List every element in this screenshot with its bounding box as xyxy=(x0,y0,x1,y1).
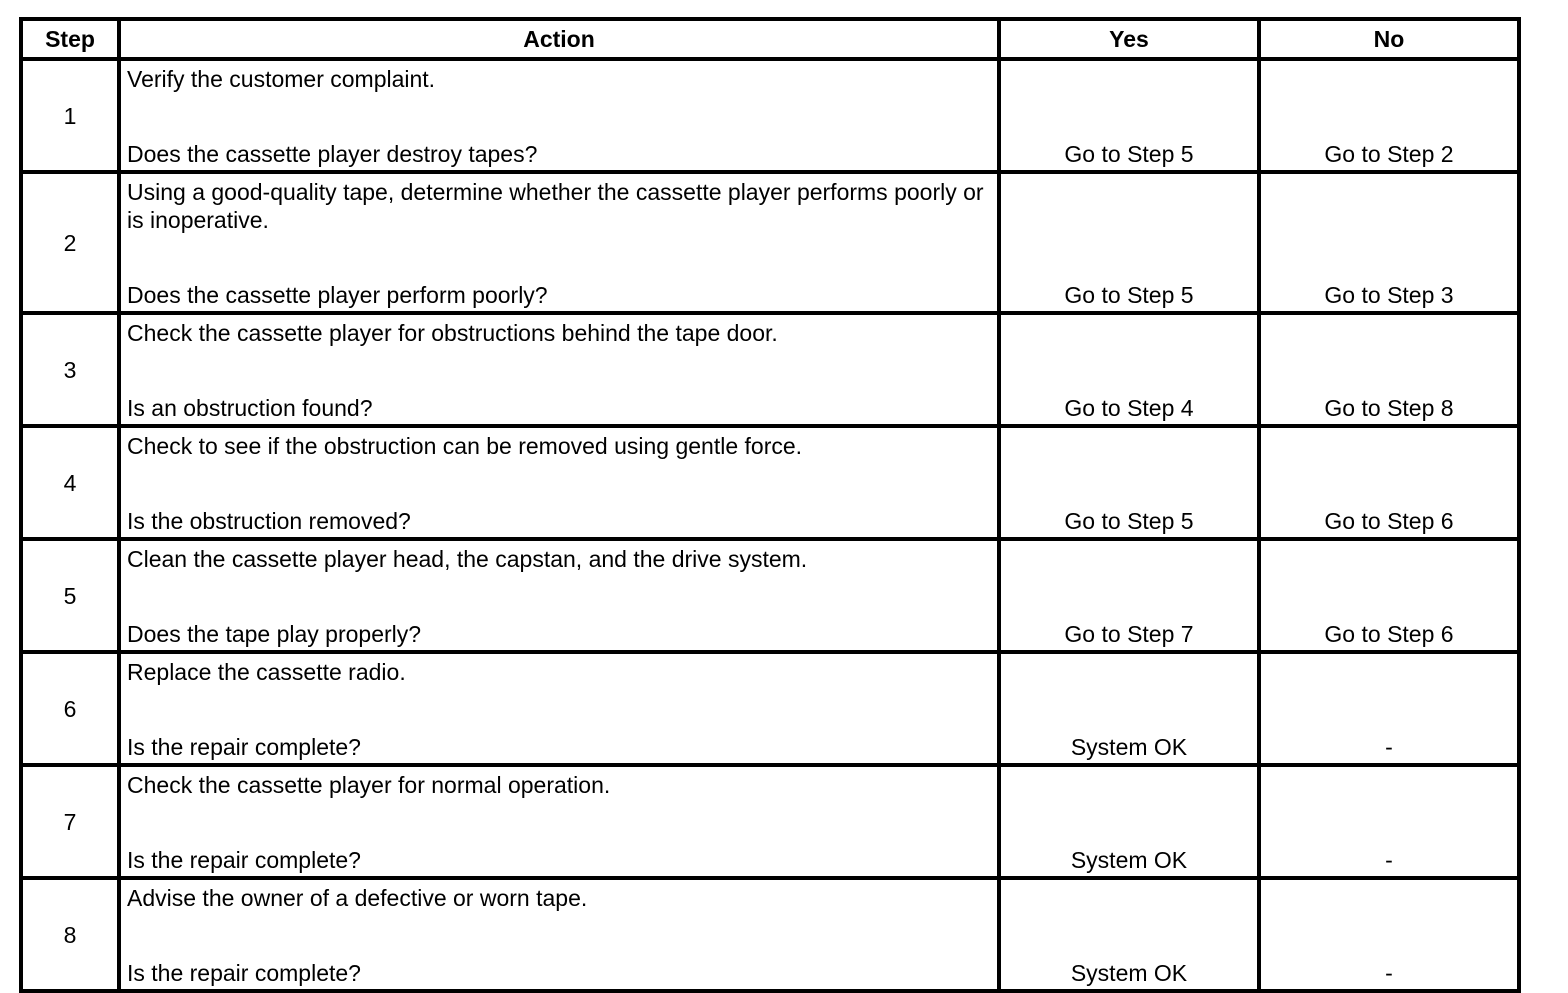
diagnostic-table xyxy=(19,17,1521,993)
action-text: Check the cassette player for normal operation. xyxy=(127,772,611,798)
step-number: 2 xyxy=(21,172,119,313)
action-cell xyxy=(119,313,999,426)
action-question: Is the obstruction removed? xyxy=(127,508,411,534)
no-result: Go to Step 2 xyxy=(1259,59,1519,172)
action-text: Using a good-quality tape, determine whether the cassette player performs poorly or is inoperative. xyxy=(127,179,984,233)
yes-result: Go to Step 4 xyxy=(999,313,1259,426)
yes-result: Go to Step 5 xyxy=(999,59,1259,172)
table-row xyxy=(21,313,1519,426)
table-row xyxy=(21,878,1519,991)
table-row xyxy=(21,539,1519,652)
action-question: Is an obstruction found? xyxy=(127,395,373,421)
action-text: Verify the customer complaint. xyxy=(127,66,436,92)
action-question: Does the cassette player perform poorly? xyxy=(127,282,548,308)
action-cell xyxy=(119,539,999,652)
diagnostic-table-container xyxy=(19,17,1521,993)
header-step: Step xyxy=(21,19,119,59)
table-row xyxy=(21,172,1519,313)
action-cell xyxy=(119,652,999,765)
action-question: Does the tape play properly? xyxy=(127,621,422,647)
no-result: Go to Step 8 xyxy=(1259,313,1519,426)
action-question: Is the repair complete? xyxy=(127,960,361,986)
no-result: - xyxy=(1259,765,1519,878)
table-row xyxy=(21,652,1519,765)
action-cell xyxy=(119,426,999,539)
action-text: Check to see if the obstruction can be removed using gentle force. xyxy=(127,433,803,459)
action-question: Does the cassette player destroy tapes? xyxy=(127,141,538,167)
no-result: Go to Step 6 xyxy=(1259,539,1519,652)
step-number: 4 xyxy=(21,426,119,539)
action-cell xyxy=(119,172,999,313)
action-text: Advise the owner of a defective or worn tape. xyxy=(127,885,588,911)
table-header-row xyxy=(21,19,1519,59)
no-result: Go to Step 6 xyxy=(1259,426,1519,539)
yes-result: Go to Step 7 xyxy=(999,539,1259,652)
yes-result: System OK xyxy=(999,765,1259,878)
no-result: - xyxy=(1259,652,1519,765)
action-text: Clean the cassette player head, the capstan, and the drive system. xyxy=(127,546,808,572)
table-row xyxy=(21,765,1519,878)
step-number: 8 xyxy=(21,878,119,991)
action-text: Check the cassette player for obstructions behind the tape door. xyxy=(127,320,778,346)
action-cell xyxy=(119,878,999,991)
step-number: 7 xyxy=(21,765,119,878)
table-row xyxy=(21,59,1519,172)
no-result: - xyxy=(1259,878,1519,991)
table-row xyxy=(21,426,1519,539)
yes-result: System OK xyxy=(999,878,1259,991)
step-number: 1 xyxy=(21,59,119,172)
step-number: 6 xyxy=(21,652,119,765)
yes-result: Go to Step 5 xyxy=(999,172,1259,313)
yes-result: Go to Step 5 xyxy=(999,426,1259,539)
no-result: Go to Step 3 xyxy=(1259,172,1519,313)
header-action: Action xyxy=(119,19,999,59)
action-text: Replace the cassette radio. xyxy=(127,659,406,685)
yes-result: System OK xyxy=(999,652,1259,765)
action-question: Is the repair complete? xyxy=(127,734,361,760)
header-yes: Yes xyxy=(999,19,1259,59)
action-cell xyxy=(119,59,999,172)
step-number: 5 xyxy=(21,539,119,652)
step-number: 3 xyxy=(21,313,119,426)
header-no: No xyxy=(1259,19,1519,59)
action-cell xyxy=(119,765,999,878)
action-question: Is the repair complete? xyxy=(127,847,361,873)
